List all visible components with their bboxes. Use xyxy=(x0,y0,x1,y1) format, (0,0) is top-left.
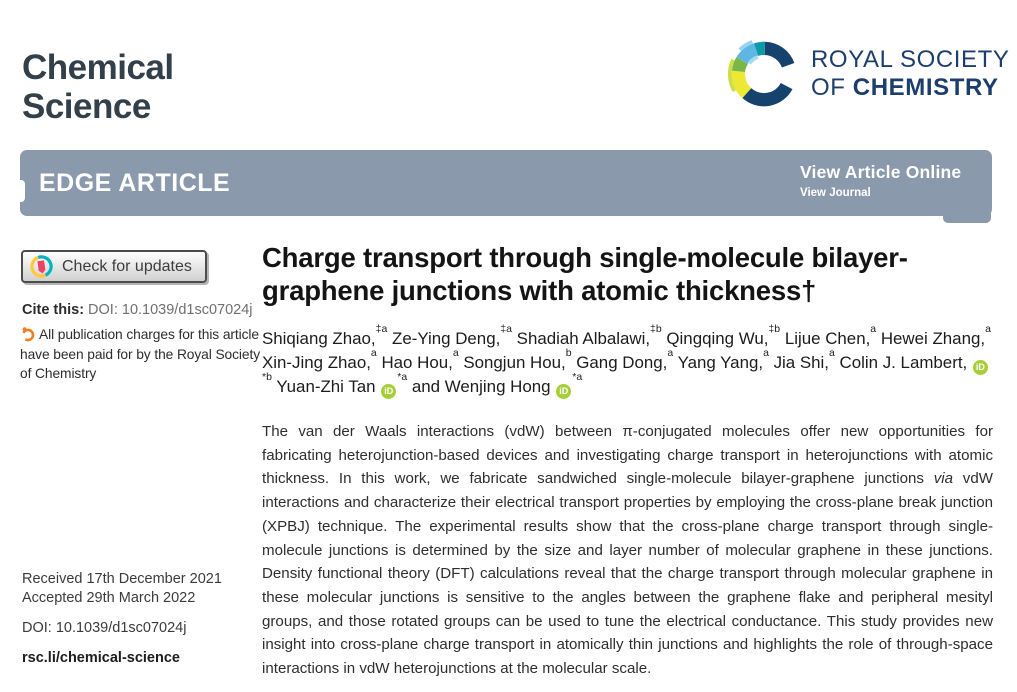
orcid-icon[interactable]: iD xyxy=(381,384,396,399)
view-article-online-link[interactable]: View Article Online xyxy=(800,162,962,182)
article-title-line1: Charge transport through single-molecule bilayer- xyxy=(262,242,908,273)
rsc-wordmark xyxy=(811,46,1010,103)
view-journal-link[interactable]: View Journal xyxy=(800,187,871,199)
journal-logo-line2: Science xyxy=(22,87,151,126)
rsc-wordmark-line1: ROYAL SOCIETY xyxy=(811,45,1010,73)
cite-this-line: Cite this: DOI: 10.1039/d1sc07024j xyxy=(22,302,253,318)
open-access-note xyxy=(20,325,260,384)
article-title-line2: graphene junctions with atomic thickness† xyxy=(262,275,817,306)
article-doi: DOI: 10.1039/d1sc07024j xyxy=(22,620,187,636)
journal-logo-line1: Chemical xyxy=(22,48,174,87)
open-access-text: All publication charges for this article have been paid for by the Royal Society of Chemistry xyxy=(20,327,260,381)
banner-links xyxy=(800,162,961,199)
chemical-science-logo xyxy=(22,48,174,126)
accepted-date: Accepted 29th March 2022 xyxy=(22,590,196,606)
journal-link[interactable]: rsc.li/chemical-science xyxy=(22,650,180,666)
rsc-c-icon xyxy=(726,36,802,112)
rsc-wordmark-line2: OF CHEMISTRY xyxy=(811,74,999,101)
crossmark-icon xyxy=(30,255,53,278)
check-for-updates-label: Check for updates xyxy=(62,257,192,275)
article-type-banner xyxy=(20,150,992,216)
article-abstract: The van der Waals interactions (vdW) between π-conjugated molecules offer new opportunities for fabricating heterojunction-based devices and investigating charge transport in heterojunctions with atomic thickness. In this work, we fabricate sandwiched single-molecule bilayer-graphene junctions via vdW interactions and characterize their electrical transport properties by employing the cross-plane break junction (XPBJ) technique. The experimental results show that the cross-plane charge transport through single-molecule junctions is determined by the size and layer number of molecular graphene in these junctions. Density functional theory (DFT) calculations reveal that the charge transport through molecular graphene in these molecular junctions is sensitive to the angles between the graphene flake and peripheral mesityl groups, and those rotated groups can be used to tune the electrical conductance. This study provides new insight into cross-plane charge transport in atomically thin junctions and highlights the role of through-space interactions in vdW heterojunctions at the molecular scale. xyxy=(262,423,993,678)
open-access-icon xyxy=(20,326,36,342)
check-for-updates-button[interactable] xyxy=(21,250,207,283)
received-date: Received 17th December 2021 xyxy=(22,571,222,587)
orcid-icon[interactable]: iD xyxy=(973,360,988,375)
royal-society-of-chemistry-logo xyxy=(726,36,1010,112)
received-accepted-dates xyxy=(22,570,222,608)
article-type-label: EDGE ARTICLE xyxy=(39,168,231,197)
orcid-icon[interactable]: iD xyxy=(556,384,571,399)
article-title xyxy=(262,241,994,307)
banner-left-notch xyxy=(16,180,25,202)
author-list: Shiqiang Zhao,$^{\ddagger a}$ Ze-Ying Deng,$^{\ddagger a}$ Shadiah Albalawi,$^{\ddagger b}$ Qingqing Wu,$^{\ddagger b}$ Lijue Chen,$^a$ Hewei Zhang,$^a$ Xin-Jing Zhao,$^a$ Hao Hou,$^a$ Songjun Hou,$^b$ Gang Dong,$^a$ Yang Yang,$^a$ Jia Shi,$^a$ Colin J. Lambert, $iD^{*b}$ Yuan-Zhi Tan $iD^{*a}$ and Wenjing Hong $iD^{*a}$ xyxy=(262,327,994,399)
